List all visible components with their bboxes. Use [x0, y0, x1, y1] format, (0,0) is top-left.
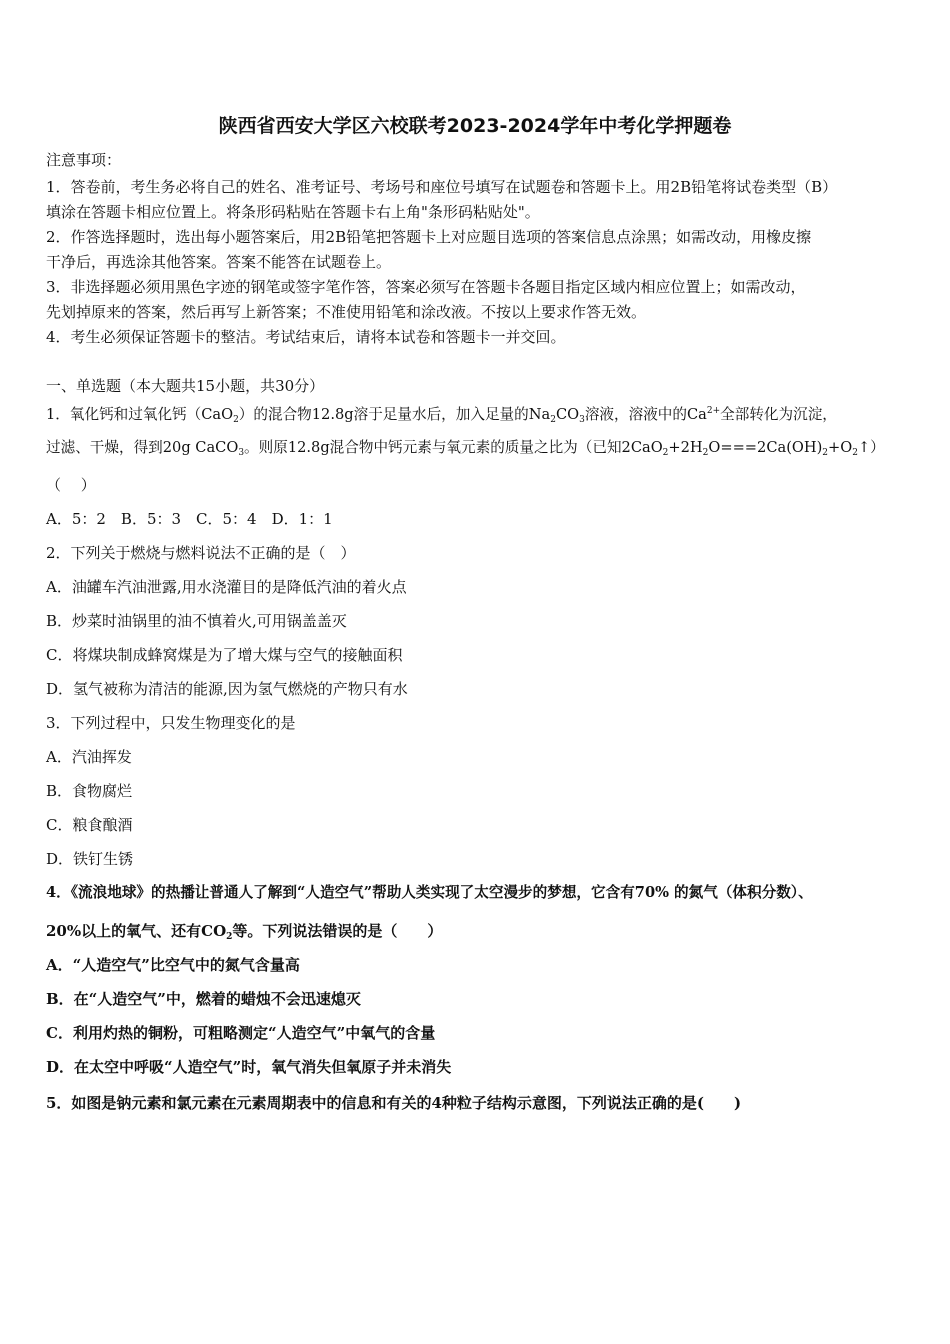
question-2-option: A．油罐车汽油泄露,用水浇灌目的是降低汽油的着火点	[46, 578, 407, 596]
notice-line: 4．考生必须保证答题卡的整洁。考试结束后，请将本试卷和答题卡一并交回。	[46, 328, 566, 346]
question-2-option: C．将煤块制成蜂窝煤是为了增大煤与空气的接触面积	[46, 646, 403, 664]
question-4-stem-line-1: 4．《流浪地球》的热播让普通人了解到“人造空气”帮助人类实现了太空漫步的梦想，它含有70% 的氮气（体积分数）、	[46, 884, 813, 901]
question-4-stem-line-2: 20%以上的氧气、还有$CO_2$等。下列说法错误的是（ ）	[46, 922, 443, 942]
question-4-option: A．“人造空气”比空气中的氮气含量高	[46, 956, 300, 974]
question-1-stem-line-2: 过滤、干燥，得到20g CaCO$_3$。则原12.8g混合物中钙元素与氧元素的质量之比为（已知$2CaO_2+2H_2O===2Ca(OH)_2+O_2↑$）	[46, 439, 885, 458]
question-3-option: B．食物腐烂	[46, 782, 133, 800]
notice-line: 2．作答选择题时，选出每小题答案后，用2B铅笔把答题卡上对应题目选项的答案信息点涂黑；如需改动，用橡皮擦	[46, 228, 812, 246]
question-1-stem-line-3: （ ）	[46, 476, 96, 494]
question-4-option: B．在“人造空气”中，燃着的蜡烛不会迅速熄灭	[46, 990, 361, 1008]
notice-line: 干净后，再选涂其他答案。答案不能答在试题卷上。	[46, 253, 392, 271]
question-2-stem: 2．下列关于燃烧与燃料说法不正确的是（ ）	[46, 544, 356, 562]
question-4-option: C．利用灼热的铜粉，可粗略测定“人造空气”中氧气的含量	[46, 1024, 436, 1042]
question-3-option: A．汽油挥发	[46, 748, 132, 766]
notice-line: 3．非选择题必须用黑色字迹的钢笔或签字笔作答，答案必须写在答题卡各题目指定区域内相应位置上；如需改动，	[46, 278, 806, 296]
notice-heading: 注意事项：	[46, 151, 122, 169]
notice-line: 1．答卷前，考生务必将自己的姓名、准考证号、考场号和座位号填写在试题卷和答题卡上。用2B铅笔将试卷类型（B）	[46, 178, 838, 196]
question-5-stem: 5．如图是钠元素和氯元素在元素周期表中的信息和有关的4种粒子结构示意图，下列说法正确的是( )	[46, 1094, 742, 1112]
question-3-option: C．粮食酿酒	[46, 816, 133, 834]
question-2-option: B．炒菜时油锅里的油不慎着火,可用锅盖盖灭	[46, 612, 347, 630]
question-2-option: D．氢气被称为清洁的能源,因为氢气燃烧的产物只有水	[46, 680, 408, 698]
notice-line: 填涂在答题卡相应位置上。将条形码粘贴在答题卡右上角"条形码粘贴处"。	[46, 203, 540, 221]
question-3-stem: 3．下列过程中，只发生物理变化的是	[46, 714, 296, 732]
question-1-options: A．5：2 B．5：3 C．5：4 D．1：1	[46, 510, 333, 528]
page-title: 陕西省西安大学区六校联考2023-2024学年中考化学押题卷	[218, 115, 732, 137]
question-1-stem-line-1: 1．氧化钙和过氧化钙（CaO$_2$）的混合物12.8g溶于足量水后，加入足量的$Na_2CO_3$溶液，溶液中的$Ca^{2+}$全部转化为沉淀，	[46, 406, 837, 425]
question-4-option: D．在太空中呼吸“人造空气”时，氧气消失但氧原子并未消失	[46, 1058, 452, 1076]
section-heading: 一、单选题（本大题共15小题，共30分）	[46, 377, 325, 395]
notice-line: 先划掉原来的答案，然后再写上新答案；不准使用铅笔和涂改液。不按以上要求作答无效。	[46, 303, 647, 321]
question-3-option: D．铁钉生锈	[46, 850, 134, 868]
